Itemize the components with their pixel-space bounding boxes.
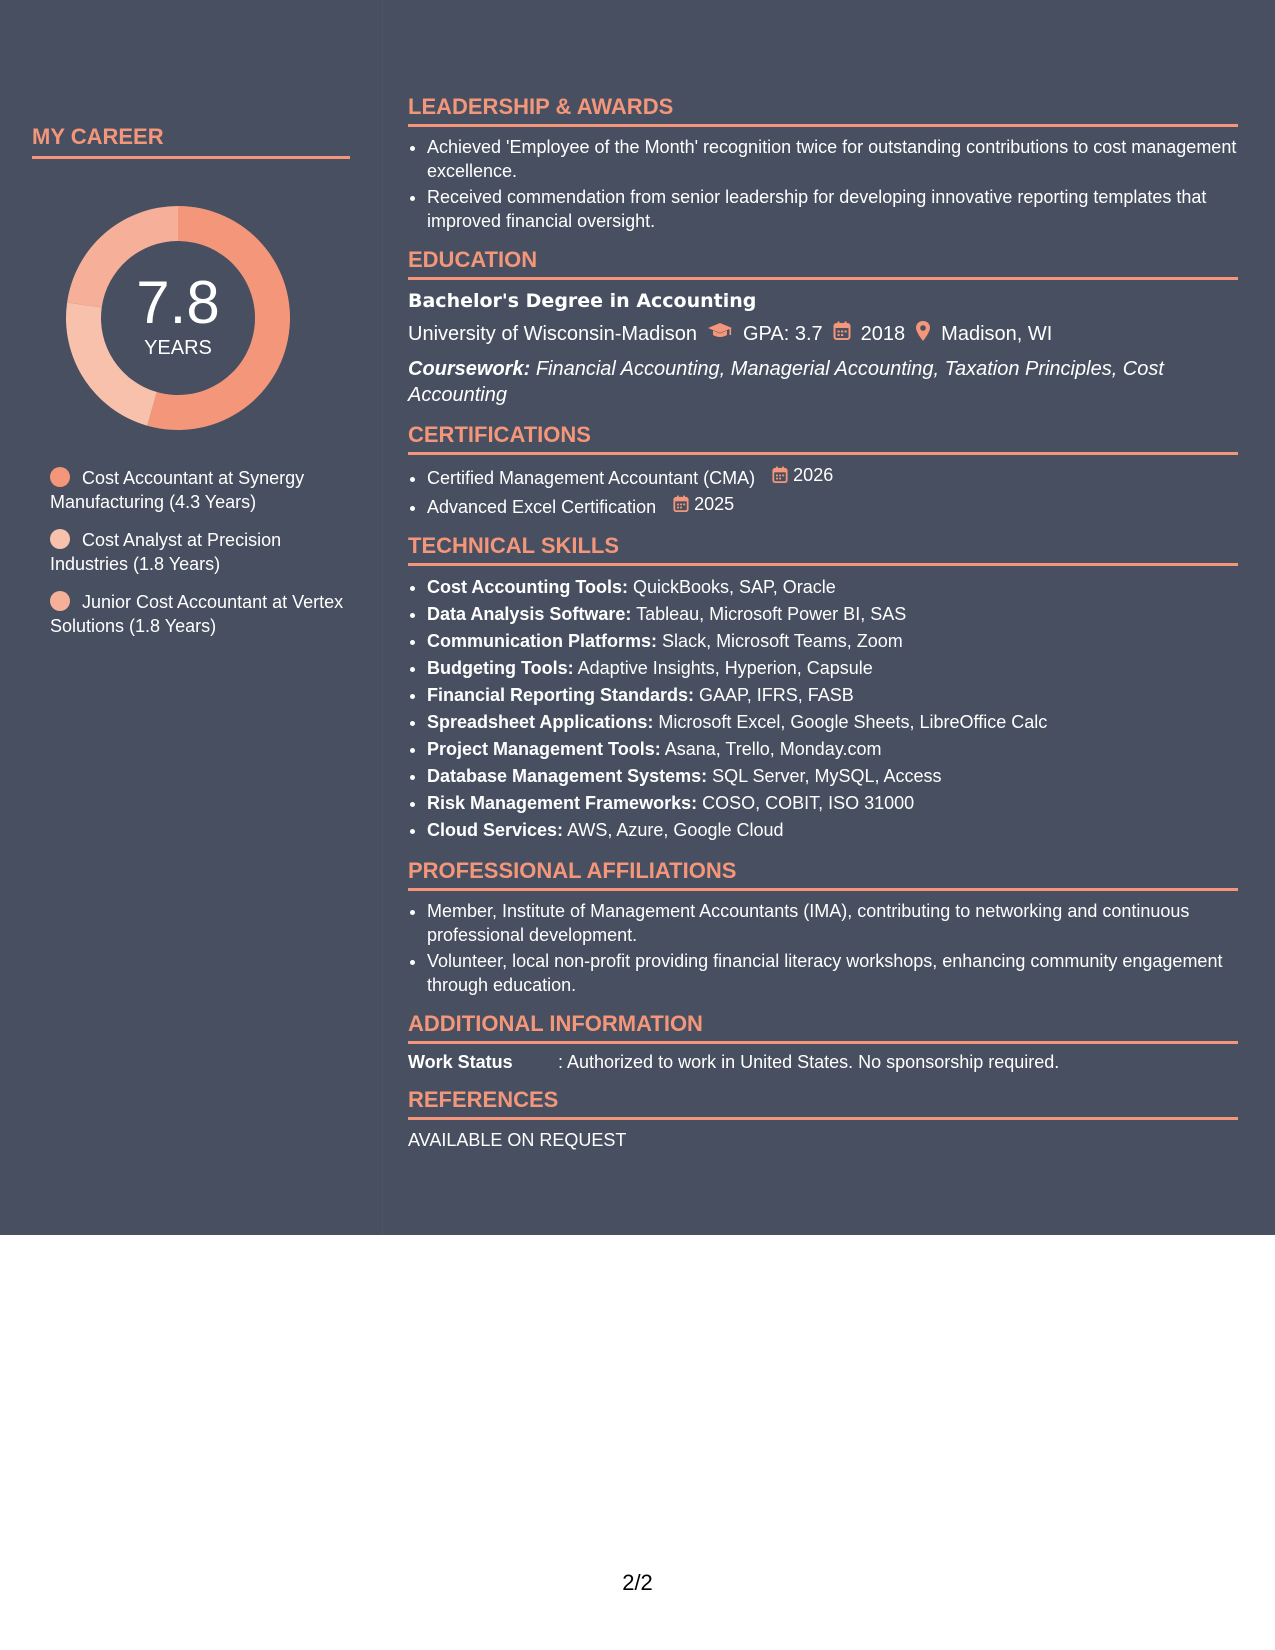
skill-value: Asana, Trello, Monday.com (664, 739, 882, 759)
certifications-list (408, 463, 1238, 519)
skill-value: COSO, COBIT, ISO 31000 (702, 793, 915, 813)
list-item (427, 817, 1238, 844)
school-name: University of Wisconsin-Madison (408, 322, 697, 345)
career-legend-label: Cost Accountant at Synergy Manufacturing (4.3 Years) (50, 468, 305, 512)
total-years-unit: YEARS (144, 336, 212, 359)
career-legend-item (50, 528, 350, 576)
skill-value: Slack, Microsoft Teams, Zoom (662, 631, 903, 651)
career-legend (50, 466, 350, 652)
affiliations-list (408, 899, 1238, 997)
education-details (408, 320, 1238, 348)
certifications-section (408, 422, 1238, 519)
skill-label: Budgeting Tools: (427, 658, 574, 678)
career-title: MY CAREER (32, 124, 350, 159)
skill-label: Database Management Systems: (427, 766, 708, 786)
education-title: EDUCATION (408, 247, 1238, 280)
work-status-value: : Authorized to work in United States. No sponsorship required. (558, 1052, 1060, 1072)
leadership-section (408, 94, 1238, 233)
certification-date (772, 463, 833, 487)
education-location: Madison, WI (941, 322, 1053, 345)
donut-center (66, 206, 290, 430)
skills-title: TECHNICAL SKILLS (408, 533, 1238, 566)
list-item: • Received commendation from senior leadership for developing innovative reporting templates that improved financial oversight. (427, 185, 1238, 233)
certification-name: Advanced Excel Certification (427, 497, 657, 517)
list-item (427, 682, 1238, 709)
references-section (408, 1087, 1238, 1151)
skill-label: Project Management Tools: (427, 739, 661, 759)
legend-dot-icon (50, 529, 70, 549)
career-sidebar (32, 124, 350, 636)
skill-label: Cost Accounting Tools: (427, 577, 628, 597)
list-item: • Member, Institute of Management Accountants (IMA), contributing to networking and continuous professional development. (427, 899, 1238, 947)
skill-value: AWS, Azure, Google Cloud (567, 820, 784, 840)
education-section (408, 247, 1238, 408)
list-item (427, 601, 1238, 628)
calendar-icon (673, 495, 689, 513)
skills-section (408, 533, 1238, 844)
skill-value: Adaptive Insights, Hyperion, Capsule (577, 658, 873, 678)
degree-title: Bachelor's Degree in Accounting (408, 290, 757, 312)
skills-list (408, 574, 1238, 844)
graduation-cap-icon (707, 322, 733, 346)
coursework (408, 356, 1238, 408)
legend-dot-icon (50, 467, 70, 487)
column-divider (382, 0, 383, 1235)
total-years-value: 7.8 (136, 268, 220, 336)
affiliations-title: PROFESSIONAL AFFILIATIONS (408, 858, 1238, 891)
additional-info-section (408, 1011, 1238, 1073)
list-item (427, 763, 1238, 790)
affiliations-section (408, 858, 1238, 997)
list-item: • Volunteer, local non-profit providing financial literacy workshops, enhancing community engagement through education. (427, 949, 1238, 997)
list-item (427, 492, 1238, 519)
skill-label: Cloud Services: (427, 820, 564, 840)
list-item (427, 574, 1238, 601)
page-number: 2/2 (622, 1570, 653, 1595)
main-content (408, 94, 1238, 1165)
certifications-title: CERTIFICATIONS (408, 422, 1238, 455)
leadership-title: LEADERSHIP & AWARDS (408, 94, 1238, 127)
additional-info-title: ADDITIONAL INFORMATION (408, 1011, 1238, 1044)
list-item (427, 790, 1238, 817)
coursework-list: Financial Accounting, Managerial Accounting, Taxation Principles, Cost Accounting (408, 358, 1164, 406)
skill-label: Financial Reporting Standards: (427, 685, 695, 705)
career-legend-label: Cost Analyst at Precision Industries (1.8 Years) (50, 530, 282, 574)
location-pin-icon (915, 320, 931, 348)
list-item (427, 463, 1238, 490)
graduation-year: 2018 (860, 322, 906, 345)
calendar-icon (833, 321, 851, 347)
certification-year: 2026 (793, 465, 834, 485)
career-donut-chart (66, 206, 290, 430)
leadership-list (408, 135, 1238, 233)
list-item: • Achieved 'Employee of the Month' recognition twice for outstanding contributions to cost management excellence. (427, 135, 1238, 183)
career-legend-item (50, 590, 350, 638)
coursework-label: Coursework: (408, 358, 531, 380)
list-item (427, 655, 1238, 682)
work-status-row (408, 1052, 1238, 1073)
skill-value: SQL Server, MySQL, Access (712, 766, 942, 786)
calendar-icon (772, 466, 788, 484)
list-item (427, 628, 1238, 655)
skill-value: Tableau, Microsoft Power BI, SAS (636, 604, 907, 624)
career-legend-item (50, 466, 350, 514)
gpa-value: GPA: 3.7 (742, 322, 823, 345)
list-item (427, 709, 1238, 736)
skill-label: Communication Platforms: (427, 631, 658, 651)
references-value: AVAILABLE ON REQUEST (408, 1130, 627, 1150)
references-title: REFERENCES (408, 1087, 1238, 1120)
certification-year: 2025 (694, 494, 735, 514)
skill-label: Data Analysis Software: (427, 604, 632, 624)
legend-dot-icon (50, 591, 70, 611)
skill-value: GAAP, IFRS, FASB (699, 685, 854, 705)
certification-name: Certified Management Accountant (CMA) (427, 468, 756, 488)
list-item (427, 736, 1238, 763)
skill-value: QuickBooks, SAP, Oracle (633, 577, 836, 597)
work-status-label: Work Status (408, 1052, 513, 1072)
skill-label: Risk Management Frameworks: (427, 793, 698, 813)
skill-value: Microsoft Excel, Google Sheets, LibreOffice Calc (658, 712, 1048, 732)
career-legend-label: Junior Cost Accountant at Vertex Solutions (1.8 Years) (50, 592, 344, 636)
skill-label: Spreadsheet Applications: (427, 712, 654, 732)
certification-date (673, 492, 734, 516)
